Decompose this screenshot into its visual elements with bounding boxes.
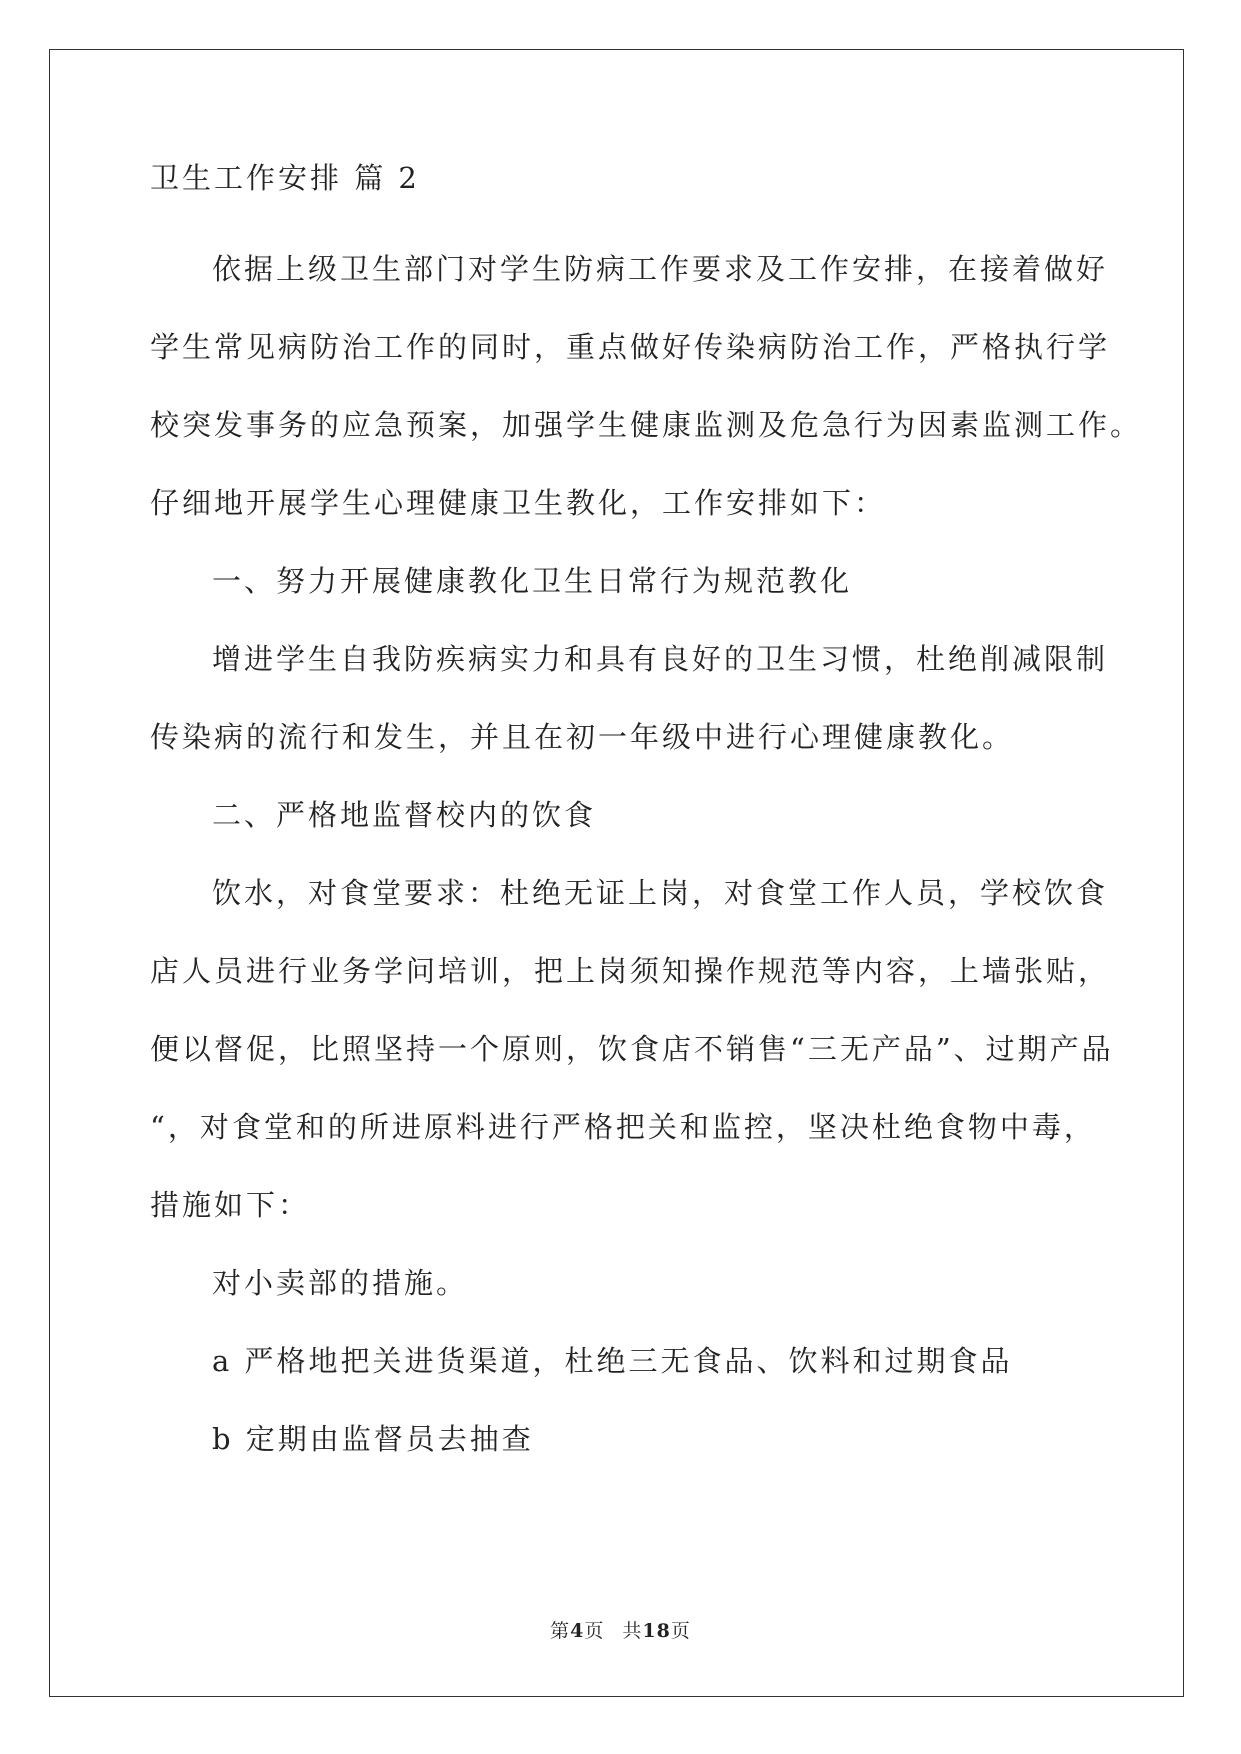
paragraph-line: 增进学生自我防疾病实力和具有良好的卫生习惯，杜绝削减限制 xyxy=(212,642,1109,676)
document-heading: 卫生工作安排 篇 2 xyxy=(150,161,420,195)
page-current: 4 xyxy=(570,1620,585,1642)
paragraph-line: 仔细地开展学生心理健康卫生教化，工作安排如下： xyxy=(150,486,887,520)
paragraph-line: 对小卖部的措施。 xyxy=(212,1266,469,1300)
paragraph-line: 依据上级卫生部门对学生防病工作要求及工作安排，在接着做好 xyxy=(212,252,1109,286)
total-prefix: 共 xyxy=(622,1620,643,1642)
paragraph-line: 饮水，对食堂要求：杜绝无证上岗，对食堂工作人员，学校饮食 xyxy=(212,876,1109,910)
total-suffix: 页 xyxy=(670,1620,691,1642)
paragraph-line: 传染病的流行和发生，并且在初一年级中进行心理健康教化。 xyxy=(150,720,1015,754)
paragraph-line: 校突发事务的应急预案，加强学生健康监测及危急行为因素监测工作。 xyxy=(150,408,1143,442)
paragraph-line: 学生常见病防治工作的同时，重点做好传染病防治工作，严格执行学 xyxy=(150,330,1111,364)
section-heading: 二、严格地监督校内的饮食 xyxy=(212,798,597,832)
paragraph-line: “，对食堂和的所进原料进行严格把关和监控，坚决杜绝食物中毒， xyxy=(150,1110,1096,1144)
section-heading: 一、努力开展健康教化卫生日常行为规范教化 xyxy=(212,564,853,598)
page-total: 18 xyxy=(642,1620,671,1642)
page-suffix: 页 xyxy=(584,1620,605,1642)
page-prefix: 第 xyxy=(550,1620,571,1642)
page-footer xyxy=(0,1616,1241,1643)
paragraph-line: 措施如下： xyxy=(150,1188,311,1222)
paragraph-line: 店人员进行业务学问培训，把上岗须知操作规范等内容，上墙张贴， xyxy=(150,954,1111,988)
document-body xyxy=(150,160,1143,1478)
paragraph-line: 便以督促，比照坚持一个原则，饮食店不销售“三无产品”、过期产品 xyxy=(150,1032,1114,1066)
list-item: b 定期由监督员去抽查 xyxy=(212,1422,534,1456)
list-item: a 严格地把关进货渠道，杜绝三无食品、饮料和过期食品 xyxy=(212,1344,1013,1378)
